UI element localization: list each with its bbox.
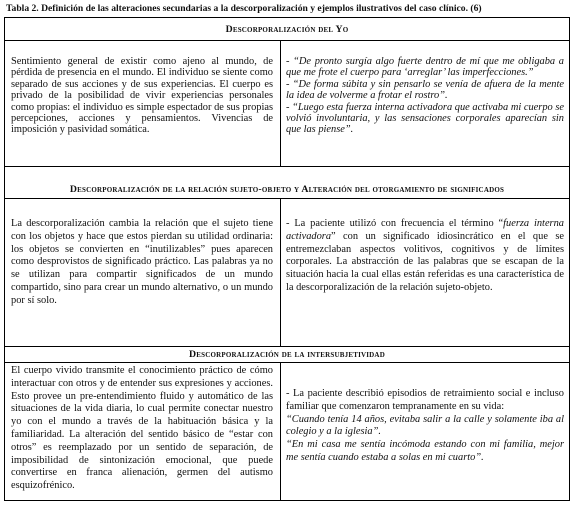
column-divider [280,40,281,166]
divider [5,346,569,347]
section-intersubjectivity-example [286,388,564,465]
section-subject-object-definition [11,218,273,308]
example-quote: - “De pronto surgía algo fuerte dentro de mí que me obligaba a que me frote el cuerpo para ‘arreglar’ las imperfecciones.” [286,56,564,79]
section-self-definition [11,56,273,136]
example-term: fuerza interna activadora [286,218,564,242]
section-self-examples [286,56,564,136]
definition-text: Sentimiento general de existir como ajeno al mundo, de pérdida de presencia en el mundo. El individuo se siente como separado de sus acciones y de sus experiencias. El cuerpo es privado de la posibilidad de vivir experiencias personales como propias: el individuo es simple espectador de sus propias percepciones, acciones y pensamientos. Vivencias de imposición y pasividad somática. [11,56,273,136]
example-quote: “Cuando tenía 14 años, evitaba salir a la calle y solamente iba al colegio y a la iglesia”. [286,413,564,438]
column-divider [280,198,281,346]
definition-text: El cuerpo vivido transmite el conocimiento práctico de cómo interactuar con otros y de entender sus expresiones y acciones. Esto provee un pre-entendimiento fluido y automático de las situaciones de la vida diaria, lo cual permite conectar nuestro yo con el mundo a través de la habituación básica y la familiaridad. La alteración del sentido básico de “estar con otros” es reemplazado por un sentido de separación, de imposibilidad de sintonización emocional, que puede convertirse en franca alienación, germen del autismo esquizofrénico. [11,365,273,492]
divider [5,166,569,167]
divider [5,362,569,363]
section-header-self: Descorporalización del Yo [225,24,349,35]
section-subject-object-example [286,218,564,295]
section-header-intersubjectivity: Descorporalización de la intersubjetividad [189,349,385,360]
section-intersubjectivity-definition [11,365,273,493]
example-text-end: ” con un significado idiosincrático en el que se entremezclaban aspectos volitivos, cognitivos y de límites corporales. La abstracción de las palabras que se escapan de la situación hacia la cual ellas están referidas es una característica de la descorporalización de la relación sujeto-objeto. [286,230,564,293]
example-quote: - “De forma súbita y sin pensarlo se venía de afuera de la mente la idea de volverme a frotar el rostro”. [286,78,564,102]
example-text [286,218,564,295]
column-divider [280,362,281,501]
example-quote: - “Luego esta fuerza interna activadora que activaba mi cuerpo se volvió involuntaria, y las sensaciones corporales aparecían sin que las piense”. [286,101,564,136]
divider [5,40,569,41]
section-header-subject-object: Descorporalización de la relación sujeto-objeto y Alteración del otorgamiento de significados [69,184,505,195]
table-caption: Tabla 2. Definición de las alteraciones secundarias a la descorporalización y ejemplos ilustrativos del caso clínico. (6) [6,3,482,14]
example-intro: - La paciente describió episodios de retraimiento social e incluso familiar que comenzaron tempranamente en su vida: [286,388,564,412]
divider [5,198,569,199]
example-quote: “En mi casa me sentía incómoda estando con mi familia, mejor me sentía cuando estaba a solas en mi cuarto”. [286,439,564,463]
alterations-table [4,17,570,501]
example-text-start: - La paciente utilizó con frecuencia el término “ [286,218,504,229]
definition-text: La descorporalización cambia la relación que el sujeto tiene con los objetos y hace que estos pierdan su utilidad ordinaria: los objetos se convierten en “inutilizables” pues aparecen como desprovistos de significado práctico. Las palabras ya no se utilizan para compartir significados de un mundo compartido, sino para crear un mundo alternativo, o un mundo por sí solo. [11,218,273,306]
